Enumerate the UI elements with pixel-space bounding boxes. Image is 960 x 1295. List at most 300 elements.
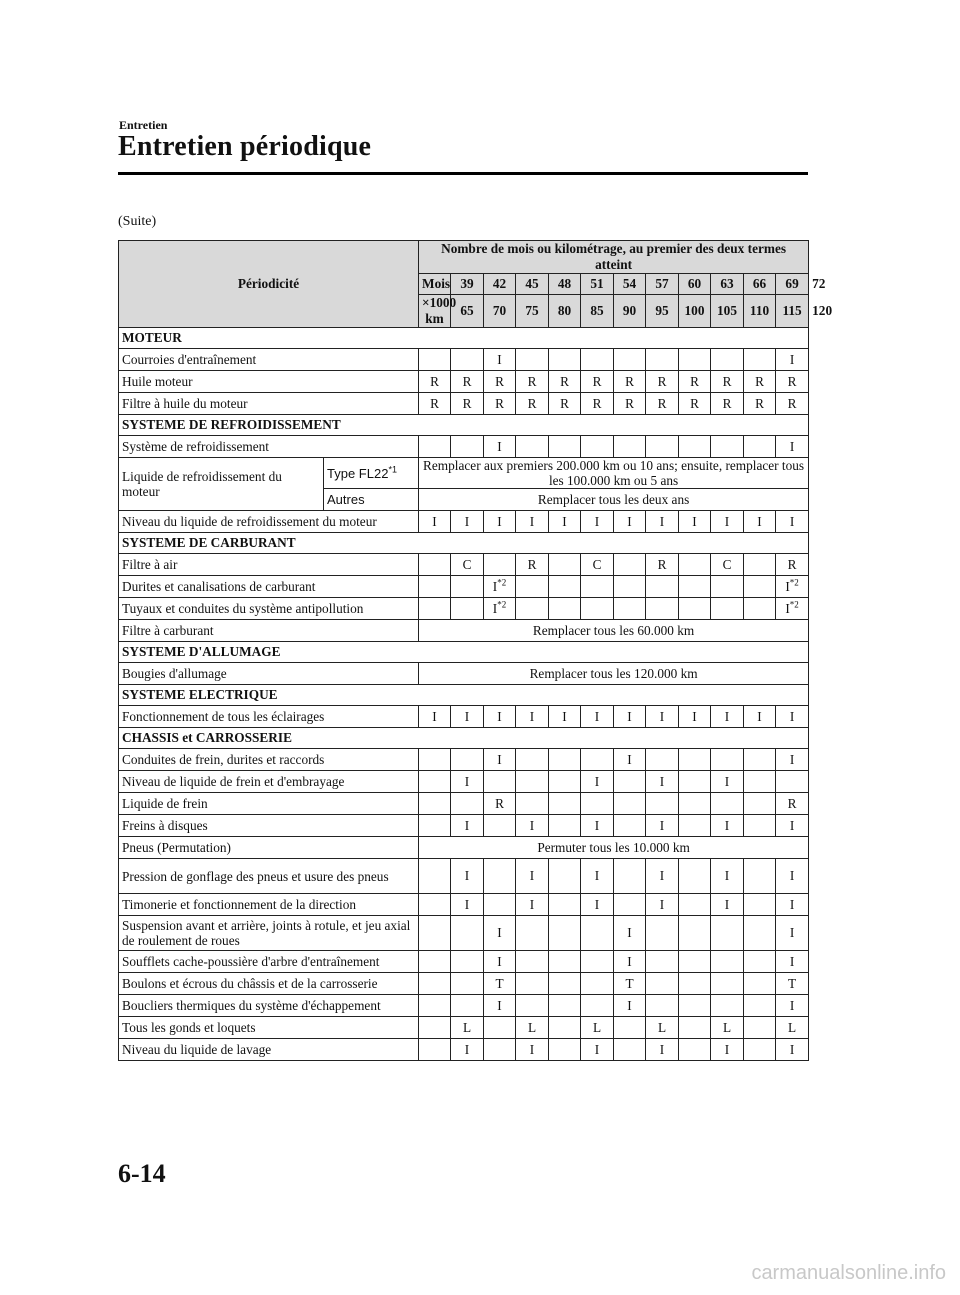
coolant-type-fl22 <box>324 458 419 489</box>
schedule-value: R <box>657 395 667 411</box>
row-tuyaux-antipollution <box>119 598 809 620</box>
schedule-cell <box>614 349 646 371</box>
schedule-cell <box>614 771 646 793</box>
row-label: Filtre à carburant <box>119 620 419 642</box>
schedule-cell <box>744 576 776 598</box>
schedule-value: R <box>625 395 634 411</box>
schedule-cell <box>711 436 744 458</box>
schedule-cell <box>419 349 451 371</box>
schedule-cell <box>744 706 776 728</box>
schedule-value: I <box>789 708 795 724</box>
month-header-cell: 63 <box>711 274 744 295</box>
schedule-value: I <box>497 513 502 529</box>
schedule-cell <box>711 951 744 973</box>
month-header-cell: 66 <box>744 274 776 295</box>
schedule-value: R <box>722 373 732 389</box>
schedule-cell <box>549 1039 581 1061</box>
schedule-cell <box>679 511 711 533</box>
schedule-cell <box>549 859 581 894</box>
schedule-cell <box>776 771 809 793</box>
schedule-cell <box>549 598 581 620</box>
row-label: Durites et canalisations de carburant <box>119 576 419 598</box>
footnote-ref: *2 <box>789 599 799 610</box>
schedule-value: I <box>789 925 795 940</box>
schedule-value: I <box>627 925 632 940</box>
schedule-cell <box>549 1017 581 1039</box>
schedule-cell <box>646 894 679 916</box>
schedule-cell <box>646 371 679 393</box>
schedule-cell <box>516 511 549 533</box>
schedule-cell <box>419 951 451 973</box>
schedule-cell <box>711 511 744 533</box>
schedule-cell <box>711 1017 744 1039</box>
schedule-cell <box>679 1017 711 1039</box>
schedule-cell <box>516 815 549 837</box>
schedule-cell <box>516 916 549 951</box>
schedule-cell <box>516 951 549 973</box>
schedule-value: R <box>592 395 602 411</box>
schedule-value: I <box>594 1041 600 1057</box>
schedule-cell <box>711 1039 744 1061</box>
row-niveau-refroidissement <box>119 511 809 533</box>
schedule-value: I <box>789 868 795 883</box>
schedule-cell <box>516 995 549 1017</box>
schedule-cell <box>711 554 744 576</box>
schedule-value: R <box>560 373 569 389</box>
schedule-cell <box>744 995 776 1017</box>
row-systeme-refroidissement <box>119 436 809 458</box>
schedule-cell <box>549 371 581 393</box>
schedule-cell <box>711 859 744 894</box>
schedule-value: I <box>789 513 795 529</box>
schedule-value: I <box>789 953 795 969</box>
schedule-cell <box>451 371 484 393</box>
schedule-cell <box>646 554 679 576</box>
schedule-value: I <box>724 868 730 883</box>
schedule-value: R <box>690 373 699 389</box>
row-label: Pression de gonflage des pneus et usure des pneus <box>119 859 419 894</box>
schedule-value: R <box>690 395 699 411</box>
schedule-cell <box>646 576 679 598</box>
schedule-cell <box>776 973 809 995</box>
month-header-cell: 54 <box>614 274 646 295</box>
schedule-cell <box>711 349 744 371</box>
schedule-cell <box>419 554 451 576</box>
schedule-value: I <box>692 708 697 724</box>
row-liquide-refroidissement <box>119 458 809 489</box>
schedule-cell <box>646 1039 679 1061</box>
row-label: Système de refroidissement <box>119 436 419 458</box>
schedule-value: T <box>625 975 634 991</box>
schedule-cell <box>711 749 744 771</box>
schedule-cell <box>646 349 679 371</box>
km-header-cell: 80 <box>549 295 581 328</box>
schedule-cell <box>484 371 516 393</box>
section-label: Entretien <box>119 118 168 132</box>
schedule-cell <box>646 706 679 728</box>
schedule-value: I <box>529 817 535 833</box>
schedule-cell <box>581 973 614 995</box>
schedule-cell <box>581 1017 614 1039</box>
schedule-cell <box>646 793 679 815</box>
schedule-cell <box>419 1017 451 1039</box>
schedule-value: I <box>432 513 437 529</box>
schedule-value: I <box>659 773 665 789</box>
schedule-cell <box>776 349 809 371</box>
row-conduites-frein <box>119 749 809 771</box>
schedule-value: I <box>627 953 632 969</box>
schedule-cell <box>451 554 484 576</box>
row-boucliers <box>119 995 809 1017</box>
schedule-cell <box>516 973 549 995</box>
schedule-value: R <box>625 373 634 389</box>
schedule-cell <box>581 995 614 1017</box>
schedule-cell <box>451 1017 484 1039</box>
schedule-value: L <box>657 1019 667 1035</box>
schedule-cell <box>614 951 646 973</box>
schedule-cell <box>711 576 744 598</box>
schedule-cell <box>516 859 549 894</box>
schedule-cell <box>581 511 614 533</box>
section-heading: SYSTEME ELECTRIQUE <box>119 685 809 706</box>
km-label: ×1000 km <box>419 295 451 328</box>
schedule-value: I <box>659 817 665 833</box>
km-header-cell: 110 <box>744 295 776 328</box>
schedule-value: I <box>464 1041 470 1057</box>
schedule-value: I <box>724 513 730 529</box>
schedule-cell <box>581 951 614 973</box>
schedule-cell <box>679 349 711 371</box>
row-label: Soufflets cache-poussière d'arbre d'entraînement <box>119 951 419 973</box>
schedule-value: L <box>462 1019 472 1035</box>
schedule-cell <box>776 1039 809 1061</box>
schedule-value: I <box>724 817 730 833</box>
schedule-cell <box>711 598 744 620</box>
month-header-cell: 69 <box>776 274 809 295</box>
schedule-value: I <box>659 513 665 529</box>
row-label: Boulons et écrous du châssis et de la carrosserie <box>119 973 419 995</box>
km-header-cell: 100 <box>679 295 711 328</box>
schedule-cell <box>744 1017 776 1039</box>
schedule-cell <box>679 1039 711 1061</box>
schedule-cell <box>614 973 646 995</box>
schedule-cell <box>549 436 581 458</box>
coolant-type-label: Type FL22 <box>327 465 389 481</box>
schedule-cell <box>776 916 809 951</box>
row-label: Liquide de refroidissement du moteur <box>119 458 324 511</box>
schedule-cell <box>516 706 549 728</box>
schedule-cell <box>484 393 516 415</box>
schedule-cell <box>776 1017 809 1039</box>
schedule-value: R <box>657 556 667 572</box>
schedule-cell <box>419 371 451 393</box>
schedule-cell <box>646 393 679 415</box>
schedule-cell <box>419 706 451 728</box>
schedule-value: I <box>464 817 470 833</box>
coolant-fl22-instruction: Remplacer aux premiers 200.000 km ou 10 ans; ensuite, remplacer tous les 100.000 km ou 5 ans <box>419 458 809 489</box>
schedule-cell <box>679 576 711 598</box>
schedule-cell <box>614 1017 646 1039</box>
section-heading: MOTEUR <box>119 328 809 349</box>
schedule-cell <box>679 894 711 916</box>
schedule-value: I <box>594 896 600 912</box>
schedule-value: R <box>527 373 537 389</box>
schedule-cell <box>646 973 679 995</box>
schedule-value: T <box>495 975 504 991</box>
schedule-cell <box>549 554 581 576</box>
schedule-cell <box>419 436 451 458</box>
schedule-cell <box>744 916 776 951</box>
page-title: Entretien périodique <box>118 131 372 162</box>
schedule-value: I <box>594 817 600 833</box>
km-header-cell: 70 <box>484 295 516 328</box>
schedule-value: R <box>560 395 569 411</box>
km-header-cell: 90 <box>614 295 646 328</box>
schedule-cell <box>549 916 581 951</box>
schedule-cell <box>419 576 451 598</box>
schedule-value: I <box>529 868 535 883</box>
schedule-cell <box>419 859 451 894</box>
schedule-value: I <box>724 1041 730 1057</box>
schedule-value: I <box>789 438 795 454</box>
schedule-cell <box>484 706 516 728</box>
schedule-cell <box>744 393 776 415</box>
schedule-value: R <box>430 373 439 389</box>
schedule-cell <box>614 916 646 951</box>
row-niveau-frein <box>119 771 809 793</box>
schedule-cell <box>419 973 451 995</box>
schedule-cell <box>451 793 484 815</box>
schedule-cell <box>711 973 744 995</box>
row-filtre-air <box>119 554 809 576</box>
schedule-cell <box>451 436 484 458</box>
schedule-cell <box>581 859 614 894</box>
schedule-value: R <box>787 395 797 411</box>
schedule-cell <box>679 916 711 951</box>
schedule-cell <box>451 951 484 973</box>
row-label: Suspension avant et arrière, joints à rotule, et jeu axial de roulement de roues <box>119 916 419 951</box>
schedule-cell <box>679 436 711 458</box>
row-label: Tuyaux et conduites du système antipollution <box>119 598 419 620</box>
schedule-value: I <box>464 773 470 789</box>
schedule-value: I <box>627 997 632 1013</box>
schedule-cell <box>549 793 581 815</box>
schedule-value: I <box>789 1041 795 1057</box>
schedule-value: R <box>755 373 764 389</box>
schedule-cell <box>484 576 516 598</box>
schedule-cell <box>451 706 484 728</box>
schedule-cell <box>516 554 549 576</box>
periodicity-header: Périodicité <box>119 241 419 328</box>
schedule-cell <box>484 793 516 815</box>
schedule-value: I <box>562 513 567 529</box>
schedule-cell <box>711 771 744 793</box>
month-header-cell: 48 <box>549 274 581 295</box>
schedule-value: I <box>789 351 795 367</box>
schedule-cell <box>581 1039 614 1061</box>
schedule-value: C <box>462 556 472 572</box>
schedule-cell <box>776 393 809 415</box>
month-header-cell: 51 <box>581 274 614 295</box>
schedule-cell <box>614 576 646 598</box>
schedule-value: I <box>464 513 470 529</box>
continued-label: (Suite) <box>118 214 157 229</box>
schedule-cell <box>419 1039 451 1061</box>
schedule-value: I <box>529 708 535 724</box>
month-header-cell: 60 <box>679 274 711 295</box>
schedule-cell <box>419 771 451 793</box>
schedule-cell <box>776 706 809 728</box>
row-bougies <box>119 663 809 685</box>
schedule-cell <box>419 815 451 837</box>
schedule-cell <box>744 749 776 771</box>
schedule-value: R <box>527 395 537 411</box>
schedule-value: I <box>724 896 730 912</box>
schedule-value: I <box>789 997 795 1013</box>
schedule-cell <box>516 894 549 916</box>
schedule-cell <box>614 598 646 620</box>
months-label: Mois <box>419 274 451 295</box>
schedule-cell <box>646 1017 679 1039</box>
schedule-cell <box>581 598 614 620</box>
schedule-cell <box>451 995 484 1017</box>
row-eclairages <box>119 706 809 728</box>
schedule-cell <box>516 793 549 815</box>
schedule-value: R <box>592 373 602 389</box>
month-header-cell: 42 <box>484 274 516 295</box>
schedule-cell <box>581 554 614 576</box>
schedule-value: I <box>432 708 437 724</box>
schedule-cell <box>679 995 711 1017</box>
schedule-cell <box>679 371 711 393</box>
section-heading: SYSTEME DE CARBURANT <box>119 533 809 554</box>
schedule-cell <box>646 951 679 973</box>
schedule-cell <box>711 706 744 728</box>
schedule-value: L <box>722 1019 732 1035</box>
schedule-cell <box>581 749 614 771</box>
row-label: Conduites de frein, durites et raccords <box>119 749 419 771</box>
schedule-cell <box>516 576 549 598</box>
schedule-cell <box>484 771 516 793</box>
section-row-electrique <box>119 685 809 706</box>
schedule-value: R <box>462 373 472 389</box>
schedule-cell <box>516 1039 549 1061</box>
schedule-cell <box>484 349 516 371</box>
schedule-value: R <box>430 395 439 411</box>
row-pression-pneus <box>119 859 809 894</box>
km-header-row: ×1000 km 65 70 75 80 85 90 95 100 105 110 115 120 <box>119 295 809 328</box>
schedule-cell <box>549 973 581 995</box>
schedule-cell <box>614 393 646 415</box>
schedule-cell <box>549 511 581 533</box>
schedule-cell <box>646 771 679 793</box>
schedule-cell <box>776 576 809 598</box>
schedule-cell <box>614 554 646 576</box>
schedule-value: I <box>789 896 795 912</box>
schedule-cell <box>776 371 809 393</box>
schedule-cell <box>679 859 711 894</box>
km-header-cell: 115 <box>776 295 809 328</box>
schedule-value: R <box>495 395 504 411</box>
schedule-cell <box>549 894 581 916</box>
schedule-cell <box>646 598 679 620</box>
schedule-cell <box>451 771 484 793</box>
schedule-cell <box>581 815 614 837</box>
schedule-cell <box>776 554 809 576</box>
section-row-moteur <box>119 328 809 349</box>
row-label: Pneus (Permutation) <box>119 837 419 859</box>
coolant-type-other: Autres <box>324 489 419 511</box>
row-label: Boucliers thermiques du système d'échappement <box>119 995 419 1017</box>
schedule-value: I <box>789 751 795 767</box>
schedule-value: R <box>462 395 472 411</box>
schedule-cell <box>484 598 516 620</box>
schedule-value: I <box>692 513 697 529</box>
schedule-cell <box>776 995 809 1017</box>
schedule-cell <box>744 771 776 793</box>
schedule-cell <box>744 951 776 973</box>
schedule-cell <box>516 1017 549 1039</box>
schedule-cell <box>516 371 549 393</box>
schedule-cell <box>516 349 549 371</box>
schedule-cell <box>451 598 484 620</box>
schedule-cell <box>549 349 581 371</box>
schedule-cell <box>744 598 776 620</box>
schedule-cell <box>451 859 484 894</box>
schedule-cell <box>776 511 809 533</box>
schedule-value: I <box>497 438 502 454</box>
row-filtre-huile <box>119 393 809 415</box>
schedule-cell <box>516 598 549 620</box>
schedule-cell <box>581 771 614 793</box>
section-row-refroidissement <box>119 415 809 436</box>
schedule-cell <box>484 815 516 837</box>
schedule-cell <box>646 859 679 894</box>
schedule-cell <box>776 749 809 771</box>
row-boulons <box>119 973 809 995</box>
row-instruction: Remplacer tous les 120.000 km <box>419 663 809 685</box>
schedule-cell <box>451 894 484 916</box>
schedule-value: T <box>788 975 797 991</box>
schedule-cell <box>776 436 809 458</box>
row-label: Niveau de liquide de frein et d'embrayage <box>119 771 419 793</box>
schedule-cell <box>679 815 711 837</box>
schedule-cell <box>484 894 516 916</box>
row-label: Tous les gonds et loquets <box>119 1017 419 1039</box>
schedule-value: R <box>495 373 504 389</box>
section-row-chassis <box>119 728 809 749</box>
row-label: Niveau du liquide de refroidissement du moteur <box>119 511 419 533</box>
schedule-cell <box>679 793 711 815</box>
schedule-value: L <box>788 1019 797 1035</box>
footnote-ref: *2 <box>497 577 507 588</box>
schedule-cell <box>614 1039 646 1061</box>
schedule-cell <box>614 859 646 894</box>
schedule-value: I <box>627 513 632 529</box>
row-liquide-frein <box>119 793 809 815</box>
schedule-cell <box>776 894 809 916</box>
schedule-value: I <box>594 773 600 789</box>
schedule-cell <box>451 916 484 951</box>
schedule-cell <box>711 916 744 951</box>
km-header-cell: 85 <box>581 295 614 328</box>
schedule-cell <box>646 511 679 533</box>
schedule-cell <box>581 894 614 916</box>
row-label: Filtre à huile du moteur <box>119 393 419 415</box>
row-label: Filtre à air <box>119 554 419 576</box>
schedule-value: I <box>497 751 502 767</box>
schedule-cell <box>744 511 776 533</box>
